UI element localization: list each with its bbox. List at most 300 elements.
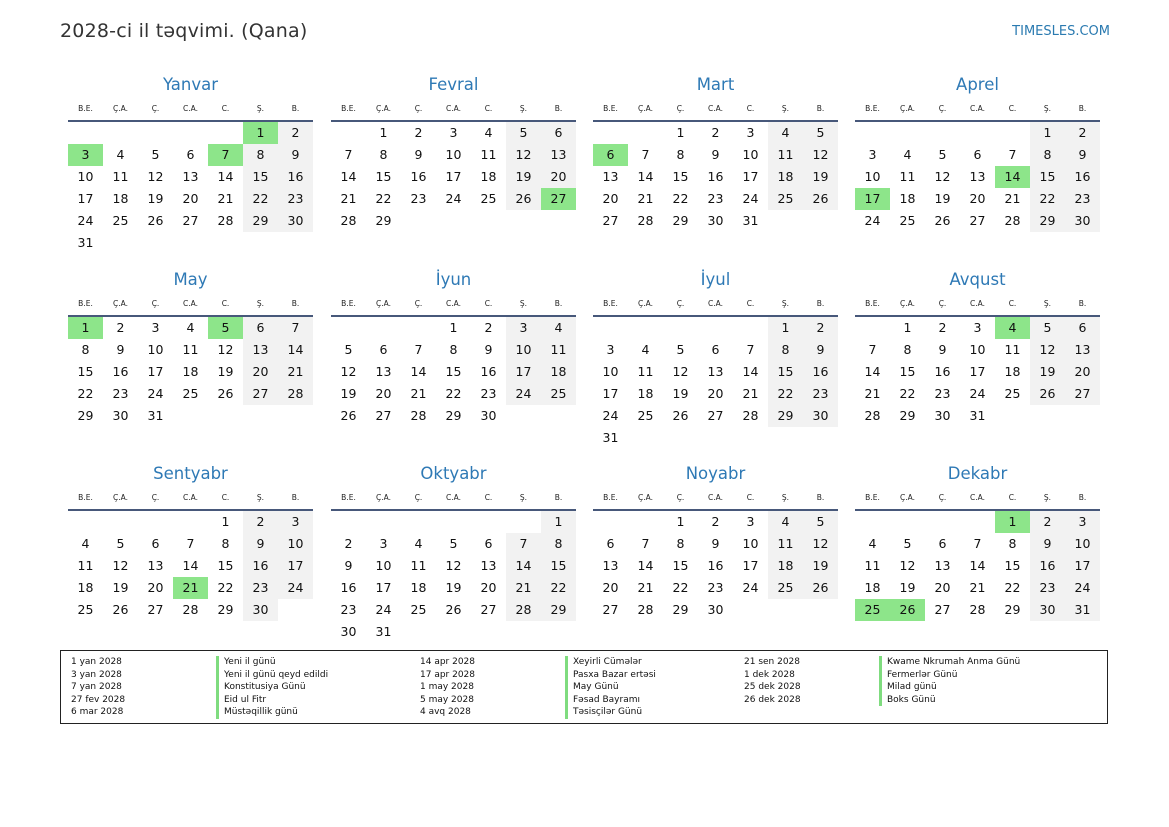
weekday-label: C.	[746, 104, 755, 113]
weekday-label: B.E.	[78, 493, 93, 502]
week-row	[855, 122, 1100, 144]
day-cell: 27	[243, 383, 278, 405]
day-cell: 6	[711, 342, 720, 357]
empty-day-cell	[331, 122, 366, 144]
brand-link[interactable]: TIMESLES.COM	[1012, 24, 1110, 39]
day-cell: 26	[112, 602, 129, 617]
day-cell: 19	[506, 166, 541, 188]
empty-day-cell	[68, 122, 103, 144]
weekday-header	[68, 297, 313, 317]
day-cell: 8	[243, 144, 278, 166]
empty-day-cell	[173, 405, 208, 427]
weekday-header	[68, 491, 313, 511]
day-cell: 3	[449, 125, 458, 140]
day-cell: 16	[340, 580, 357, 595]
day-cell: 6	[541, 122, 576, 144]
weekday-label: B.	[291, 104, 300, 113]
weekday-label: Ç.A.	[112, 104, 128, 113]
day-cell: 9	[414, 147, 423, 162]
day-cell: 14	[340, 169, 357, 184]
week-row	[593, 383, 838, 405]
week-row	[68, 210, 313, 232]
month-4	[68, 268, 313, 427]
week-row	[593, 427, 838, 449]
day-cell: 16	[1030, 555, 1065, 577]
day-cell: 6	[1065, 317, 1100, 339]
day-cell: 15	[541, 555, 576, 577]
day-cell: 5	[506, 122, 541, 144]
weekday-label: C.	[484, 299, 493, 308]
weekday-label: Ç.	[938, 299, 947, 308]
week-row	[68, 188, 313, 210]
empty-day-cell	[366, 511, 401, 533]
weekday-label: Ç.A.	[375, 104, 391, 113]
weekday-label: B.E.	[603, 299, 618, 308]
holiday-day-cell: 1	[243, 122, 278, 144]
holiday-day-cell: 7	[208, 144, 243, 166]
day-cell: 28	[278, 383, 313, 405]
day-cell: 21	[637, 580, 654, 595]
month-0	[68, 73, 313, 254]
day-cell: 12	[672, 364, 689, 379]
day-cell: 4	[81, 536, 90, 551]
day-cell: 13	[182, 169, 199, 184]
empty-day-cell	[803, 599, 838, 621]
empty-day-cell	[471, 621, 506, 643]
empty-day-cell	[855, 122, 890, 144]
empty-day-cell	[768, 599, 803, 621]
day-cell: 2	[278, 122, 313, 144]
day-cell: 15	[672, 169, 689, 184]
week-row	[593, 555, 838, 577]
day-cell: 19	[340, 386, 357, 401]
weekday-label: C.A.	[969, 299, 985, 308]
month-title: Sentyabr	[153, 464, 228, 483]
week-row	[68, 339, 313, 361]
day-cell: 1	[676, 125, 685, 140]
empty-day-cell	[768, 210, 803, 232]
day-cell: 21	[340, 191, 357, 206]
day-cell: 19	[1030, 361, 1065, 383]
day-cell: 25	[541, 383, 576, 405]
day-cell: 2	[243, 511, 278, 533]
weekday-header	[331, 102, 576, 122]
day-cell: 28	[340, 213, 357, 228]
day-cell: 27	[602, 213, 619, 228]
week-row	[331, 533, 576, 555]
empty-day-cell	[278, 405, 313, 427]
day-cell: 8	[379, 147, 388, 162]
day-cell: 22	[445, 386, 462, 401]
day-cell: 8	[1008, 536, 1017, 551]
day-cell: 27	[375, 408, 392, 423]
weekday-label: Ç.	[151, 104, 160, 113]
legend-holiday-name: May Günü	[565, 681, 656, 694]
empty-day-cell	[138, 511, 173, 533]
day-cell: 23	[803, 383, 838, 405]
weekday-header	[855, 491, 1100, 511]
day-cell: 31	[969, 408, 986, 423]
day-cell: 27	[1065, 383, 1100, 405]
day-cell: 13	[934, 558, 951, 573]
day-cell: 16	[480, 364, 497, 379]
week-row	[331, 361, 576, 383]
empty-day-cell	[960, 122, 995, 144]
day-cell: 24	[1065, 577, 1100, 599]
day-cell: 5	[803, 122, 838, 144]
day-cell: 25	[899, 213, 916, 228]
legend-date: 3 yan 2028	[71, 669, 122, 680]
week-row	[68, 555, 313, 577]
empty-day-cell	[593, 122, 628, 144]
day-cell: 11	[112, 169, 129, 184]
weekday-label: B.	[291, 299, 300, 308]
day-cell: 12	[803, 144, 838, 166]
day-cell: 23	[340, 602, 357, 617]
weekday-label: Ş.	[1043, 299, 1052, 308]
week-row	[593, 166, 838, 188]
week-row	[855, 166, 1100, 188]
day-cell: 10	[742, 536, 759, 551]
day-cell: 25	[480, 191, 497, 206]
day-cell: 28	[969, 602, 986, 617]
week-row	[593, 122, 838, 144]
week-row	[855, 577, 1100, 599]
day-cell: 15	[768, 361, 803, 383]
weekday-label: B.	[1078, 104, 1087, 113]
day-cell: 21	[637, 191, 654, 206]
day-cell: 30	[1065, 210, 1100, 232]
day-cell: 20	[243, 361, 278, 383]
day-cell: 22	[768, 383, 803, 405]
empty-day-cell	[698, 427, 733, 449]
day-cell: 10	[147, 342, 164, 357]
week-row	[855, 144, 1100, 166]
day-cell: 31	[602, 430, 619, 445]
day-cell: 2	[711, 514, 720, 529]
empty-day-cell	[68, 511, 103, 533]
day-cell: 6	[938, 536, 947, 551]
day-cell: 9	[484, 342, 493, 357]
day-cell: 24	[602, 408, 619, 423]
weekday-label: C.A.	[182, 493, 198, 502]
empty-day-cell	[995, 122, 1030, 144]
legend-dates-column	[420, 656, 475, 719]
weekday-label: B.	[554, 299, 563, 308]
day-cell: 10	[864, 169, 881, 184]
empty-day-cell	[925, 122, 960, 144]
day-cell: 12	[803, 533, 838, 555]
day-cell: 13	[602, 169, 619, 184]
empty-day-cell	[663, 427, 698, 449]
day-cell: 21	[742, 386, 759, 401]
day-cell: 24	[445, 191, 462, 206]
day-cell: 17	[77, 191, 94, 206]
day-cell: 22	[672, 191, 689, 206]
weekday-label: Ç.A.	[375, 299, 391, 308]
empty-day-cell	[803, 427, 838, 449]
week-row	[855, 555, 1100, 577]
day-cell: 24	[147, 386, 164, 401]
legend-date: 25 dek 2028	[744, 682, 801, 693]
weekday-label: Ç.	[676, 104, 685, 113]
day-cell: 24	[278, 577, 313, 599]
day-cell: 12	[112, 558, 129, 573]
day-cell: 22	[243, 188, 278, 210]
day-cell: 9	[711, 147, 720, 162]
day-cell: 3	[151, 320, 160, 335]
day-cell: 16	[707, 558, 724, 573]
day-cell: 4	[903, 147, 912, 162]
day-cell: 4	[484, 125, 493, 140]
empty-day-cell	[401, 317, 436, 339]
empty-day-cell	[436, 511, 471, 533]
empty-day-cell	[593, 511, 628, 533]
month-11	[855, 462, 1100, 621]
day-cell: 12	[506, 144, 541, 166]
day-cell: 4	[414, 536, 423, 551]
legend-holiday-name: Yeni il günü qeyd edildi	[216, 669, 328, 682]
day-cell: 2	[803, 317, 838, 339]
day-cell: 12	[340, 364, 357, 379]
weekday-label: C.A.	[182, 104, 198, 113]
day-cell: 1	[1030, 122, 1065, 144]
day-cell: 12	[217, 342, 234, 357]
day-cell: 5	[449, 536, 458, 551]
week-row	[855, 383, 1100, 405]
day-cell: 24	[375, 602, 392, 617]
month-9	[331, 462, 576, 643]
empty-day-cell	[593, 317, 628, 339]
weekday-label: C.	[746, 493, 755, 502]
day-cell: 24	[506, 383, 541, 405]
month-3	[855, 73, 1100, 232]
empty-day-cell	[471, 511, 506, 533]
day-cell: 20	[602, 191, 619, 206]
day-cell: 1	[676, 514, 685, 529]
day-cell: 10	[969, 342, 986, 357]
weekday-label: Ç.A.	[112, 299, 128, 308]
weekday-label: C.	[1008, 299, 1017, 308]
empty-day-cell	[208, 405, 243, 427]
day-cell: 4	[868, 536, 877, 551]
day-cell: 28	[637, 602, 654, 617]
day-cell: 23	[410, 191, 427, 206]
day-cell: 9	[938, 342, 947, 357]
day-cell: 3	[278, 511, 313, 533]
day-cell: 26	[672, 408, 689, 423]
day-cell: 1	[221, 514, 230, 529]
legend-date: 1 yan 2028	[71, 657, 122, 667]
day-cell: 31	[1065, 599, 1100, 621]
day-cell: 16	[278, 166, 313, 188]
day-cell: 7	[344, 147, 353, 162]
day-cell: 8	[449, 342, 458, 357]
day-cell: 21	[410, 386, 427, 401]
weekday-label: B.E.	[341, 493, 356, 502]
day-cell: 5	[344, 342, 353, 357]
day-cell: 15	[1030, 166, 1065, 188]
day-cell: 23	[1030, 577, 1065, 599]
weekday-label: C.A.	[707, 299, 723, 308]
empty-day-cell	[803, 210, 838, 232]
empty-day-cell	[1065, 405, 1100, 427]
day-cell: 12	[934, 169, 951, 184]
day-cell: 26	[445, 602, 462, 617]
day-cell: 23	[480, 386, 497, 401]
week-row	[593, 317, 838, 339]
day-cell: 31	[742, 213, 759, 228]
weekday-label: B.E.	[78, 299, 93, 308]
day-cell: 26	[934, 213, 951, 228]
week-row	[331, 144, 576, 166]
day-cell: 11	[768, 144, 803, 166]
empty-day-cell	[331, 317, 366, 339]
day-cell: 13	[375, 364, 392, 379]
weekday-label: B.	[554, 493, 563, 502]
day-cell: 27	[602, 602, 619, 617]
day-cell: 27	[147, 602, 164, 617]
weekday-label: C.A.	[707, 104, 723, 113]
day-cell: 30	[480, 408, 497, 423]
day-cell: 13	[969, 169, 986, 184]
day-cell: 17	[278, 555, 313, 577]
weekday-label: Ç.	[938, 104, 947, 113]
day-cell: 19	[672, 386, 689, 401]
weekday-label: Ç.A.	[112, 493, 128, 502]
weekday-label: Ş.	[256, 493, 265, 502]
week-row	[855, 511, 1100, 533]
weekday-label: Ç.A.	[899, 493, 915, 502]
empty-day-cell	[733, 427, 768, 449]
weekday-label: C.	[221, 104, 230, 113]
weekday-label: C.A.	[445, 493, 461, 502]
day-cell: 20	[934, 580, 951, 595]
day-cell: 31	[147, 408, 164, 423]
day-cell: 2	[938, 320, 947, 335]
day-cell: 10	[375, 558, 392, 573]
empty-day-cell	[628, 317, 663, 339]
weekday-label: B.E.	[865, 299, 880, 308]
day-cell: 30	[340, 624, 357, 639]
day-cell: 9	[116, 342, 125, 357]
day-cell: 18	[77, 580, 94, 595]
weekday-label: Ş.	[781, 299, 790, 308]
day-cell: 8	[81, 342, 90, 357]
day-cell: 20	[969, 191, 986, 206]
weekday-label: C.A.	[445, 299, 461, 308]
empty-day-cell	[366, 317, 401, 339]
day-cell: 29	[541, 599, 576, 621]
weekday-label: Ç.A.	[637, 104, 653, 113]
legend-holiday-name: Xeyirli Cümələr	[565, 656, 656, 669]
day-cell: 2	[414, 125, 423, 140]
weekday-label: B.	[1078, 299, 1087, 308]
day-cell: 25	[768, 577, 803, 599]
legend-date: 26 dek 2028	[744, 694, 801, 705]
empty-day-cell	[628, 427, 663, 449]
month-10	[593, 462, 838, 621]
holiday-legend	[60, 650, 1108, 724]
weekday-label: Ş.	[256, 299, 265, 308]
day-cell: 20	[707, 386, 724, 401]
day-cell: 21	[969, 580, 986, 595]
day-cell: 20	[375, 386, 392, 401]
day-cell: 28	[182, 602, 199, 617]
weekday-label: Ş.	[1043, 493, 1052, 502]
day-cell: 19	[217, 364, 234, 379]
day-cell: 10	[602, 364, 619, 379]
weekday-header	[855, 297, 1100, 317]
week-row	[68, 122, 313, 144]
empty-day-cell	[173, 511, 208, 533]
week-row	[331, 317, 576, 339]
month-title: Avqust	[949, 270, 1006, 289]
week-row	[855, 210, 1100, 232]
day-cell: 28	[864, 408, 881, 423]
day-cell: 9	[278, 144, 313, 166]
day-cell: 3	[1065, 511, 1100, 533]
weekday-label: Ç.A.	[375, 493, 391, 502]
weekday-label: Ş.	[781, 104, 790, 113]
day-cell: 15	[243, 166, 278, 188]
day-cell: 1	[449, 320, 458, 335]
week-row	[331, 555, 576, 577]
month-title: Noyabr	[685, 464, 746, 483]
day-cell: 16	[707, 169, 724, 184]
empty-day-cell	[173, 232, 208, 254]
day-cell: 11	[1004, 342, 1021, 357]
empty-day-cell	[890, 511, 925, 533]
day-cell: 4	[641, 342, 650, 357]
weekday-label: B.	[554, 104, 563, 113]
empty-day-cell	[506, 405, 541, 427]
day-cell: 26	[506, 188, 541, 210]
day-cell: 12	[147, 169, 164, 184]
day-cell: 10	[742, 147, 759, 162]
legend-date: 21 sen 2028	[744, 657, 801, 667]
day-cell: 11	[410, 558, 427, 573]
weekday-label: C.A.	[445, 104, 461, 113]
holiday-day-cell: 4	[995, 317, 1030, 339]
week-row	[331, 621, 576, 643]
holiday-day-cell: 17	[855, 188, 890, 210]
week-row	[331, 122, 576, 144]
day-cell: 29	[243, 210, 278, 232]
day-cell: 28	[1004, 213, 1021, 228]
day-cell: 27	[969, 213, 986, 228]
day-cell: 30	[112, 408, 129, 423]
legend-holiday-name: Fəsad Bayramı	[565, 694, 656, 707]
week-row	[855, 533, 1100, 555]
day-cell: 18	[1004, 364, 1021, 379]
day-cell: 24	[969, 386, 986, 401]
day-cell: 6	[973, 147, 982, 162]
holiday-day-cell: 14	[995, 166, 1030, 188]
day-cell: 15	[77, 364, 94, 379]
day-cell: 5	[938, 147, 947, 162]
day-cell: 4	[186, 320, 195, 335]
day-cell: 21	[217, 191, 234, 206]
weekday-label: C.	[1008, 104, 1017, 113]
day-cell: 19	[445, 580, 462, 595]
day-cell: 25	[112, 213, 129, 228]
day-cell: 29	[672, 213, 689, 228]
day-cell: 8	[676, 536, 685, 551]
week-row	[593, 188, 838, 210]
empty-day-cell	[103, 122, 138, 144]
day-cell: 22	[899, 386, 916, 401]
